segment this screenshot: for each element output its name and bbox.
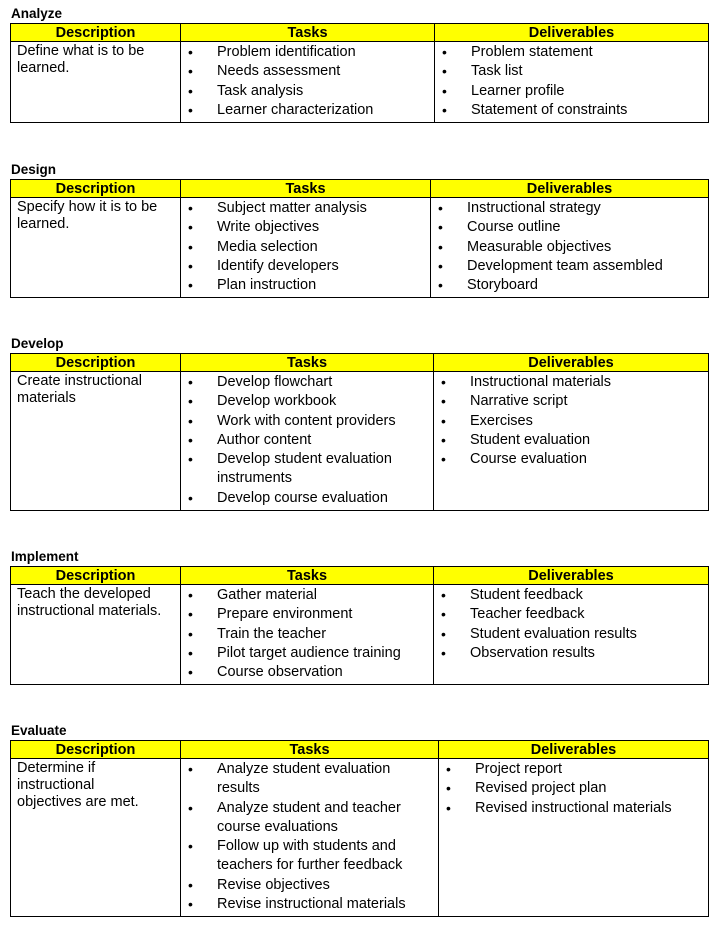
phase-title: Evaluate xyxy=(11,723,67,738)
list-item-text: Prepare environment xyxy=(217,606,353,623)
list-item-text: Revised project plan xyxy=(475,780,607,797)
bullet-icon: • xyxy=(446,761,451,777)
tasks-cell xyxy=(181,198,431,298)
bullet-icon: • xyxy=(446,780,451,797)
list-item xyxy=(187,876,434,895)
bullet-icon: • xyxy=(438,277,443,294)
bullet-icon: • xyxy=(441,644,446,661)
description-cell: Specify how it is to be learned. xyxy=(11,198,181,298)
list-item-text: Observation results xyxy=(470,644,595,661)
list-item xyxy=(441,82,704,101)
list-item xyxy=(187,101,430,120)
list-item-text: Development team assembled xyxy=(467,257,663,274)
bullet-icon: • xyxy=(438,200,443,216)
list-item xyxy=(437,238,704,257)
tasks-header: Tasks xyxy=(181,567,434,585)
tasks-cell xyxy=(181,585,434,685)
bullet-icon: • xyxy=(188,876,193,893)
deliverables-cell xyxy=(431,198,709,298)
list-item-text: Develop flowchart xyxy=(217,374,333,390)
list-item xyxy=(187,373,429,392)
list-item xyxy=(440,605,704,624)
bullet-icon: • xyxy=(188,587,193,603)
phase-table xyxy=(10,23,709,123)
description-cell: Create instructional materials xyxy=(11,372,181,511)
list-item xyxy=(445,760,704,779)
list-item xyxy=(440,392,704,411)
list-item xyxy=(441,101,704,120)
list-item xyxy=(187,276,426,295)
list-item xyxy=(445,799,704,818)
list-item-text: Analyze student evaluation results xyxy=(217,761,391,797)
tasks-header: Tasks xyxy=(181,741,439,759)
phase-title: Design xyxy=(11,162,57,177)
list-item-text: Task analysis xyxy=(217,82,304,99)
phase-table xyxy=(10,740,709,917)
phase-title: Analyze xyxy=(11,6,63,21)
list-item-text: Course outline xyxy=(467,219,561,236)
list-item xyxy=(187,43,430,62)
list-item xyxy=(437,257,704,276)
bullet-icon: • xyxy=(188,489,193,506)
bullet-icon: • xyxy=(188,200,193,216)
list-item xyxy=(441,62,704,81)
deliverables-list xyxy=(440,586,704,663)
list-item xyxy=(187,895,434,914)
description-cell: Determine if instructional objectives are met. xyxy=(11,759,181,917)
list-item xyxy=(187,199,426,218)
bullet-icon: • xyxy=(438,219,443,236)
list-item-text: Train the teacher xyxy=(217,625,327,642)
bullet-icon: • xyxy=(441,412,446,429)
list-item-text: Needs assessment xyxy=(217,63,341,80)
deliverables-list xyxy=(441,43,704,120)
bullet-icon: • xyxy=(442,101,447,118)
list-item-text: Write objectives xyxy=(217,219,320,236)
bullet-icon: • xyxy=(441,587,446,603)
bullet-icon: • xyxy=(188,257,193,274)
tasks-list xyxy=(187,43,430,120)
bullet-icon: • xyxy=(438,238,443,255)
bullet-icon: • xyxy=(188,374,193,390)
list-item xyxy=(187,431,429,450)
bullet-icon: • xyxy=(442,82,447,99)
list-item xyxy=(440,586,704,605)
list-item xyxy=(187,837,434,876)
deliverables-header: Deliverables xyxy=(435,24,709,42)
bullet-icon: • xyxy=(188,644,193,661)
list-item-text: Course observation xyxy=(217,664,343,681)
bullet-icon: • xyxy=(441,606,446,623)
tasks-cell xyxy=(181,759,439,917)
tasks-header: Tasks xyxy=(181,24,435,42)
bullet-icon: • xyxy=(441,374,446,390)
list-item-text: Work with content providers xyxy=(217,412,396,429)
tasks-list xyxy=(187,199,426,295)
list-item-text: Problem identification xyxy=(217,44,356,60)
list-item xyxy=(187,799,434,838)
bullet-icon: • xyxy=(188,625,193,642)
bullet-icon: • xyxy=(442,63,447,80)
tasks-header: Tasks xyxy=(181,180,431,198)
description-header: Description xyxy=(11,567,181,585)
list-item xyxy=(187,62,430,81)
list-item xyxy=(187,605,429,624)
list-item xyxy=(440,412,704,431)
phase-title: Develop xyxy=(11,336,64,351)
bullet-icon: • xyxy=(188,277,193,294)
list-item xyxy=(187,663,429,682)
list-item-text: Identify developers xyxy=(217,257,339,274)
list-item xyxy=(187,392,429,411)
phase-table xyxy=(10,179,709,298)
deliverables-header: Deliverables xyxy=(434,354,709,372)
bullet-icon: • xyxy=(188,431,193,448)
list-item-text: Subject matter analysis xyxy=(217,200,367,216)
deliverables-list xyxy=(445,760,704,818)
bullet-icon: • xyxy=(188,412,193,429)
bullet-icon: • xyxy=(441,393,446,410)
list-item-text: Course evaluation xyxy=(470,451,587,468)
list-item-text: Instructional strategy xyxy=(467,200,601,216)
bullet-icon: • xyxy=(441,431,446,448)
list-item-text: Develop workbook xyxy=(217,393,337,410)
bullet-icon: • xyxy=(188,606,193,623)
list-item-text: Pilot target audience training xyxy=(217,644,401,661)
description-header: Description xyxy=(11,354,181,372)
phase-develop xyxy=(10,336,708,511)
deliverables-list xyxy=(440,373,704,469)
bullet-icon: • xyxy=(188,101,193,118)
bullet-icon: • xyxy=(188,44,193,60)
list-item xyxy=(445,779,704,798)
bullet-icon: • xyxy=(188,664,193,681)
description-header: Description xyxy=(11,24,181,42)
list-item-text: Develop student evaluation instruments xyxy=(217,451,392,487)
list-item-text: Learner characterization xyxy=(217,101,374,118)
list-item-text: Student evaluation xyxy=(470,431,591,448)
description-cell: Define what is to be learned. xyxy=(11,42,181,123)
list-item xyxy=(187,218,426,237)
list-item-text: Project report xyxy=(475,761,563,777)
list-item-text: Follow up with students and teachers for further feedback xyxy=(217,838,403,874)
bullet-icon: • xyxy=(188,219,193,236)
description-header: Description xyxy=(11,741,181,759)
list-item-text: Exercises xyxy=(470,412,533,429)
list-item xyxy=(187,586,429,605)
list-item xyxy=(440,431,704,450)
list-item-text: Narrative script xyxy=(470,393,568,410)
tasks-list xyxy=(187,586,429,682)
phase-implement xyxy=(10,549,708,685)
list-item xyxy=(440,450,704,469)
bullet-icon: • xyxy=(188,451,193,468)
list-item xyxy=(440,625,704,644)
list-item xyxy=(187,412,429,431)
deliverables-header: Deliverables xyxy=(439,741,709,759)
list-item xyxy=(440,373,704,392)
list-item-text: Teacher feedback xyxy=(470,606,585,623)
bullet-icon: • xyxy=(441,451,446,468)
bullet-icon: • xyxy=(188,238,193,255)
bullet-icon: • xyxy=(188,799,193,816)
tasks-list xyxy=(187,760,434,914)
list-item xyxy=(437,276,704,295)
list-item-text: Statement of constraints xyxy=(471,101,628,118)
list-item xyxy=(440,644,704,663)
deliverables-cell xyxy=(434,585,709,685)
list-item-text: Develop course evaluation xyxy=(217,489,388,506)
bullet-icon: • xyxy=(188,761,193,777)
deliverables-header: Deliverables xyxy=(434,567,709,585)
list-item-text: Media selection xyxy=(217,238,318,255)
deliverables-cell xyxy=(435,42,709,123)
list-item-text: Gather material xyxy=(217,587,317,603)
list-item-text: Revise instructional materials xyxy=(217,896,406,913)
list-item-text: Task list xyxy=(471,63,523,80)
deliverables-header: Deliverables xyxy=(431,180,709,198)
list-item-text: Measurable objectives xyxy=(467,238,612,255)
phase-title: Implement xyxy=(11,549,79,564)
phase-evaluate xyxy=(10,723,708,917)
bullet-icon: • xyxy=(446,799,451,816)
tasks-cell xyxy=(181,372,434,511)
bullet-icon: • xyxy=(442,44,447,60)
phase-table xyxy=(10,566,709,685)
phase-analyze xyxy=(10,6,708,123)
deliverables-cell xyxy=(434,372,709,511)
list-item xyxy=(187,257,426,276)
deliverables-cell xyxy=(439,759,709,917)
list-item xyxy=(187,644,429,663)
bullet-icon: • xyxy=(438,257,443,274)
list-item-text: Revise objectives xyxy=(217,876,330,893)
bullet-icon: • xyxy=(188,82,193,99)
description-header: Description xyxy=(11,180,181,198)
bullet-icon: • xyxy=(188,896,193,913)
phase-design xyxy=(10,162,708,298)
list-item xyxy=(437,218,704,237)
list-item-text: Student evaluation results xyxy=(470,625,637,642)
list-item xyxy=(187,625,429,644)
tasks-list xyxy=(187,373,429,508)
list-item xyxy=(187,450,429,489)
list-item xyxy=(187,489,429,508)
list-item xyxy=(437,199,704,218)
list-item xyxy=(187,82,430,101)
bullet-icon: • xyxy=(188,838,193,855)
list-item xyxy=(441,43,704,62)
bullet-icon: • xyxy=(188,63,193,80)
deliverables-list xyxy=(437,199,704,295)
list-item xyxy=(187,760,434,799)
description-cell: Teach the developed instructional materials. xyxy=(11,585,181,685)
list-item-text: Analyze student and teacher course evaluations xyxy=(217,799,401,835)
list-item-text: Storyboard xyxy=(467,277,538,294)
list-item-text: Problem statement xyxy=(471,44,593,60)
list-item-text: Revised instructional materials xyxy=(475,799,672,816)
tasks-header: Tasks xyxy=(181,354,434,372)
bullet-icon: • xyxy=(441,625,446,642)
list-item-text: Instructional materials xyxy=(470,374,612,390)
list-item xyxy=(187,238,426,257)
phase-table xyxy=(10,353,709,511)
list-item-text: Learner profile xyxy=(471,82,565,99)
list-item-text: Student feedback xyxy=(470,587,583,603)
tasks-cell xyxy=(181,42,435,123)
list-item-text: Author content xyxy=(217,431,312,448)
bullet-icon: • xyxy=(188,393,193,410)
list-item-text: Plan instruction xyxy=(217,277,317,294)
